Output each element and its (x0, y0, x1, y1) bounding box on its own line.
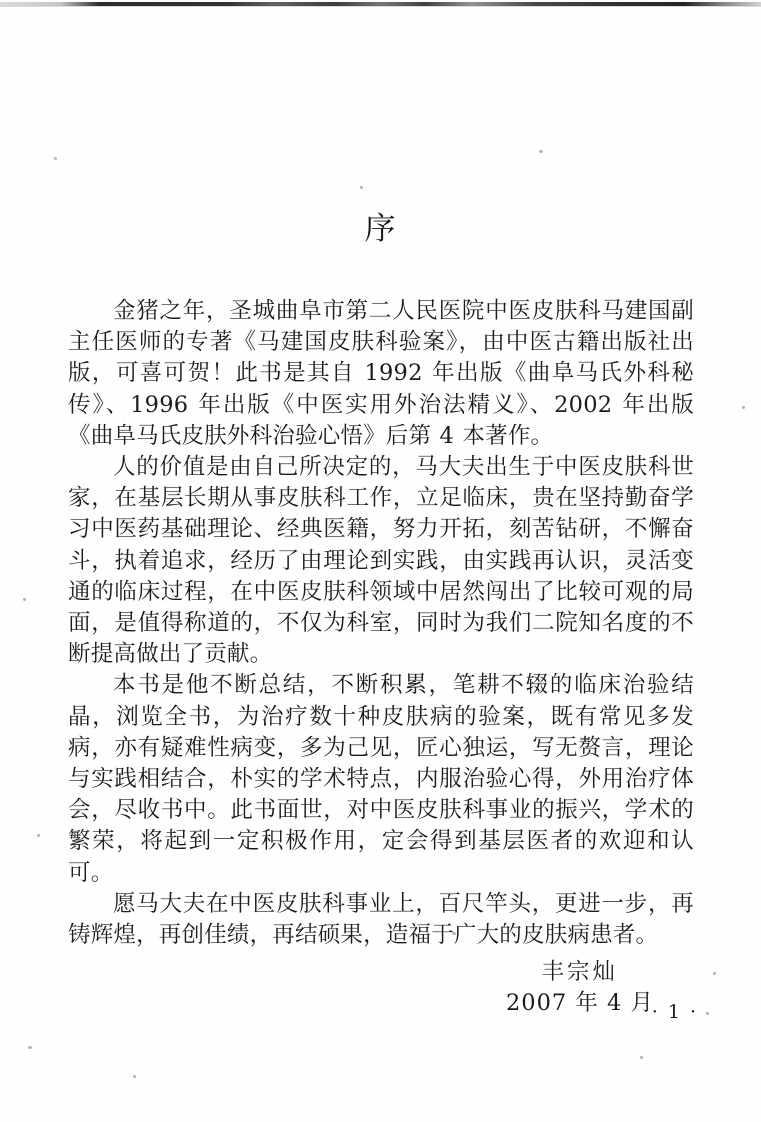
scan-speck (133, 1075, 136, 1078)
page-number: · 1 · (651, 1001, 698, 1023)
scan-speck (640, 1056, 643, 1059)
body-paragraph: 金猪之年，圣城曲阜市第二人民医院中医皮肤科马建国副主任医师的专著《马建国皮肤科验案》，由中医古籍出版社出版，可喜可贺！此书是其自 1992 年出版《曲阜马氏外科秘传》、1996 年出版《中医实用外治法精义》、2002 年出版《曲阜马氏皮肤外科治验心悟》后第 4 本著作。 (68, 298, 694, 449)
scan-speck (539, 150, 543, 153)
body-paragraph: 本书是他不断总结，不断积累，笔耕不辍的临床治验结晶，浏览全书，为治疗数十种皮肤病的验案，既有常见多发病，亦有疑难性病变，多为己见，匠心独运，写无赘言，理论与实践相结合，朴实的学术特点，内服治验心得，外用治疗体会，尽收书中。此书面世，对中医皮肤科事业的振兴，学术的繁荣，将起到一定积极作用，定会得到基层医者的欢迎和认可。 (68, 672, 694, 886)
page-content (68, 206, 694, 1020)
scan-speck (37, 834, 40, 837)
scan-edge-artifact-top-secondary (0, 6, 761, 7)
signature-block (68, 957, 694, 1019)
body-paragraph: 愿马大夫在中医皮肤科事业上，百尺竿头，更进一步，再铸辉煌，再创佳绩，再结硕果，造福于广大的皮肤病患者。 (68, 890, 694, 949)
scan-speck (706, 1012, 709, 1015)
scan-speck (742, 406, 745, 409)
scan-speck (713, 972, 716, 975)
page-title: 序 (364, 211, 398, 247)
scan-speck (360, 186, 363, 189)
body-paragraph: 人的价值是由自己所决定的，马大夫出生于中医皮肤科世家，在基层长期从事皮肤科工作，立足临床，贵在坚持勤奋学习中医药基础理论、经典医籍，努力开拓，刻苦钻研，不懈奋斗，执着追求，经历了由理论到实践，由实践再认识，灵活变通的临床过程，在中医皮肤科领域中居然闯出了比较可观的局面，是值得称道的，不仅为科室，同时为我们二院知名度的不断提高做出了贡献。 (68, 454, 694, 668)
signature-date: 2007 年 4 月 (505, 990, 654, 1017)
scan-speck (23, 598, 26, 601)
signature-name: 丰宗灿 (541, 959, 618, 986)
scan-speck (28, 1046, 32, 1049)
scan-speck (54, 157, 57, 160)
